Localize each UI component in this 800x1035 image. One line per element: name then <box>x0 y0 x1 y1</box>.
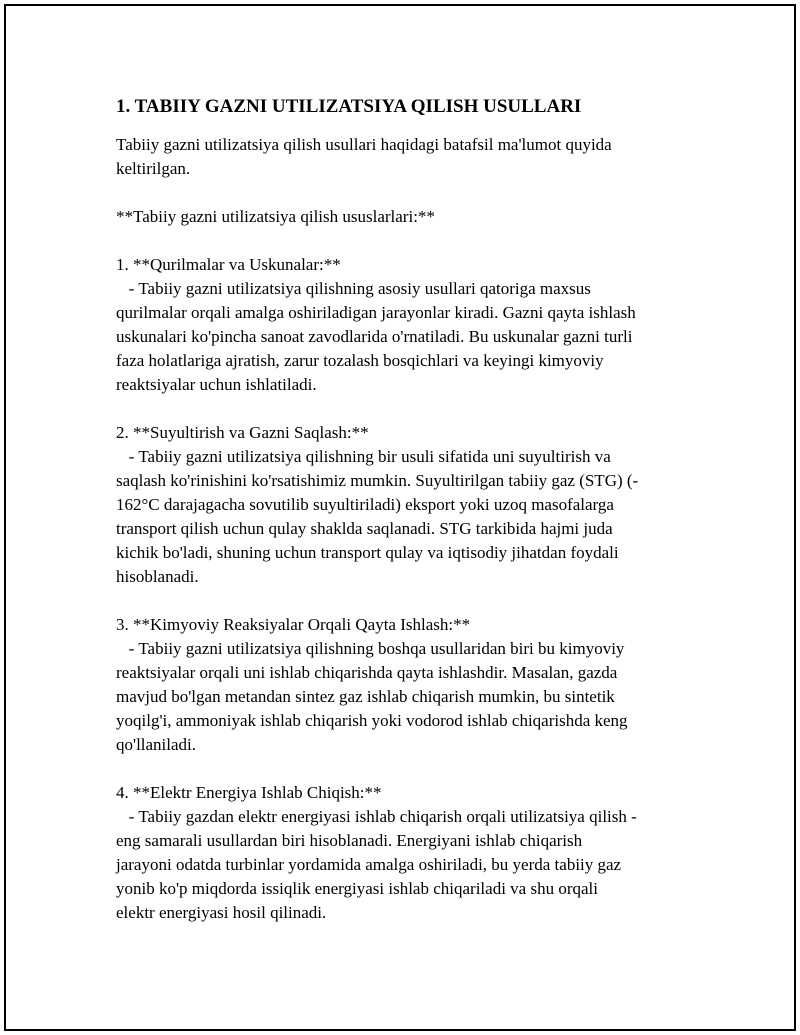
section-body-1: - Tabiiy gazni utilizatsiya qilishning asosiy usullari qatoriga maxsus qurilmalar orqali amalga oshiriladigan jarayonlar kiradi. Gazni qayta ishlash uskunalari ko'pincha sanoat zavodlarida o'rnatiladi. Bu uskunalar gazni turli faza holatlariga ajratish, zarur tozalash bosqichlari va keyingi kimyoviy reaktsiyalar uchun ishlatiladi. <box>116 279 636 394</box>
spacer <box>116 757 686 781</box>
spacer <box>116 229 686 253</box>
section-heading-2: 2. **Suyultirish va Gazni Saqlash:** <box>116 423 369 442</box>
intro-paragraph: Tabiiy gazni utilizatsiya qilish usullari haqidagi batafsil ma'lumot quyida keltirilgan. <box>116 135 612 178</box>
section-body-4: - Tabiiy gazdan elektr energiyasi ishlab chiqarish orqali utilizatsiya qilish - eng samarali usullardan biri hisoblanadi. Energiyani ishlab chiqarish jarayoni odatda turbinlar yordamida amalga oshiriladi, bu yerda tabiiy gaz yonib ko'p miqdorda issiqlik energiyasi ishlab chiqariladi va shu orqali elektr energiyasi hosil qilinadi. <box>116 807 637 922</box>
section-body-2: - Tabiiy gazni utilizatsiya qilishning bir usuli sifatida uni suyultirish va saqlash ko'rinishini ko'rsatishimiz mumkin. Suyultirilgan tabiiy gaz (STG) (- 162°C darajagacha sovutilib suyultiriladi) eksport yoki uzoq masofalarga transport qilish uchun qulay shaklda saqlanadi. STG tarkibida hajmi juda kichik bo'ladi, shuning uchun transport qulay va iqtisodiy jihatdan foydali hisoblanadi. <box>116 447 639 586</box>
section-heading-3: 3. **Kimyoviy Reaksiyalar Orqali Qayta Ishlash:** <box>116 615 471 634</box>
subheading: **Tabiiy gazni utilizatsiya qilish ususlarlari:** <box>116 207 435 226</box>
spacer <box>116 181 686 205</box>
spacer <box>116 397 686 421</box>
spacer <box>116 589 686 613</box>
section-heading-4: 4. **Elektr Energiya Ishlab Chiqish:** <box>116 783 382 802</box>
section-body-3: - Tabiiy gazni utilizatsiya qilishning boshqa usullaridan biri bu kimyoviy reaktsiyalar orqali uni ishlab chiqarishda qayta ishlashdir. Masalan, gazda mavjud bo'lgan metandan sintez gaz ishlab chiqarish mumkin, bu sintetik yoqilg'i, ammoniyak ishlab chiqarish yoki vodorod ishlab chiqarishda keng qo'llaniladi. <box>116 639 628 754</box>
document-title: 1. TABIIY GAZNI UTILIZATSIYA QILISH USULLARI <box>116 96 582 117</box>
section-heading-1: 1. **Qurilmalar va Uskunalar:** <box>116 255 341 274</box>
document-content <box>116 95 686 925</box>
